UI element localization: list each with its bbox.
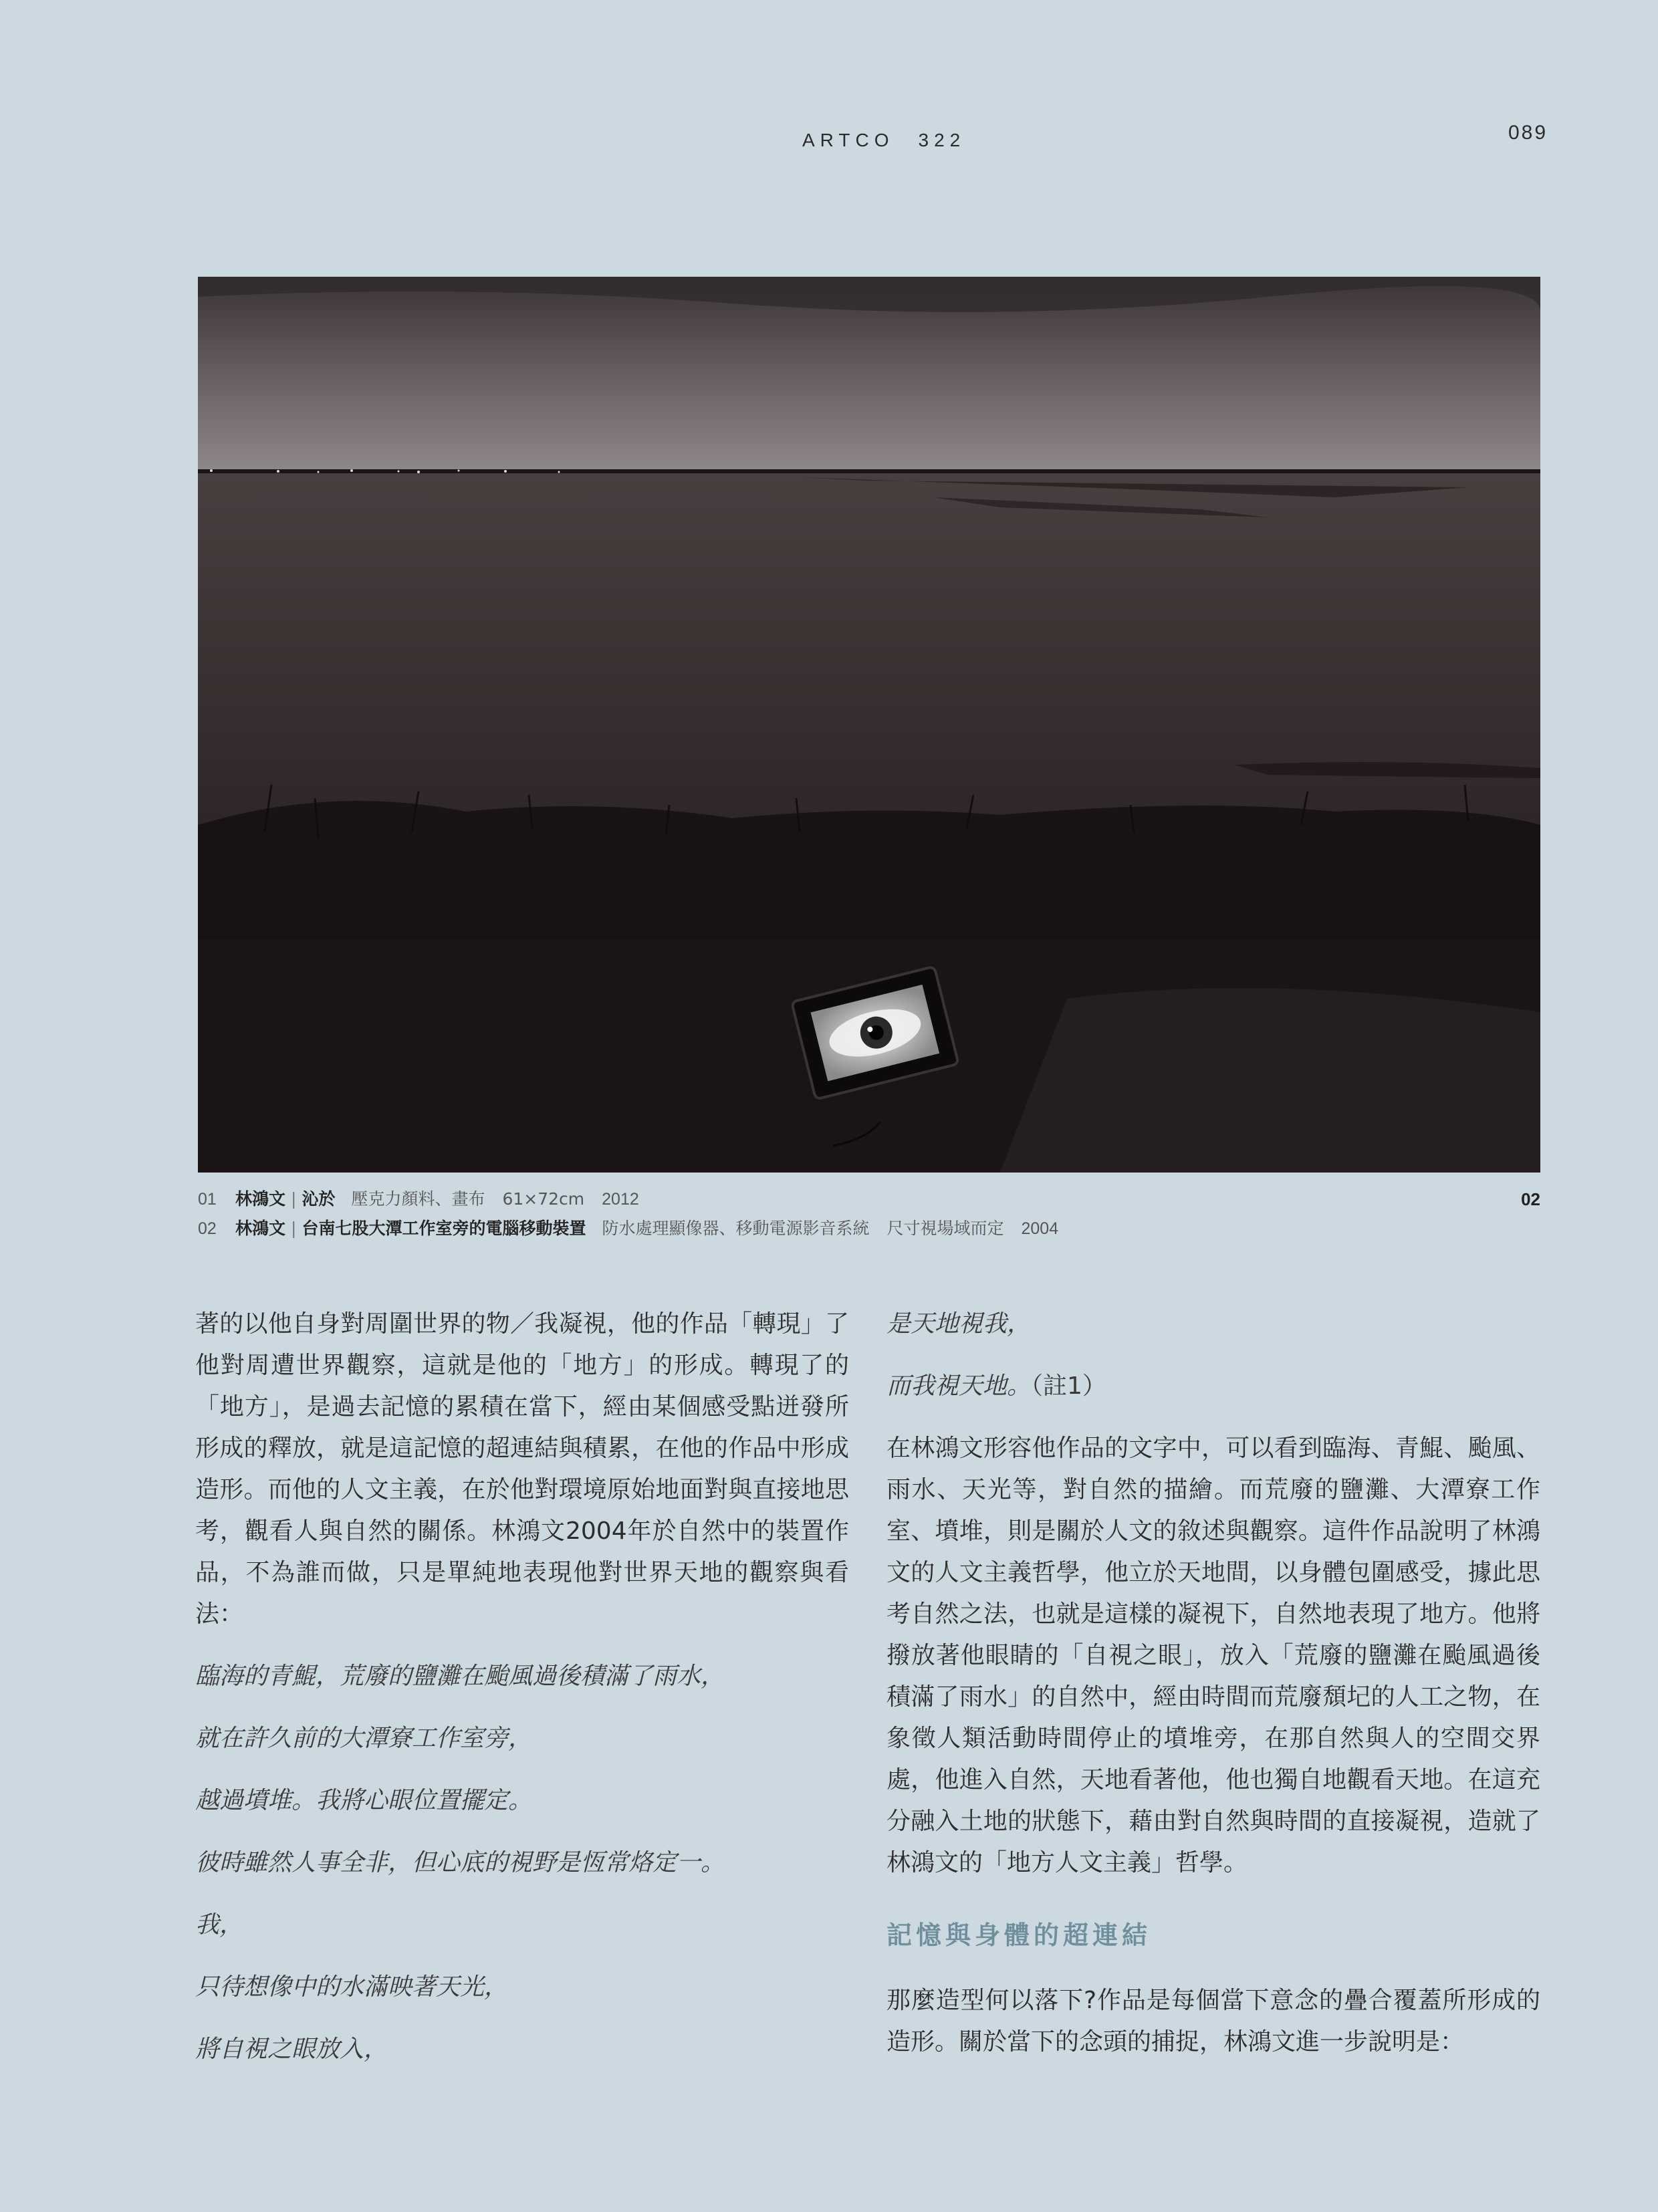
poem-block bbox=[195, 1656, 849, 2070]
caption-number: 02 bbox=[198, 1219, 217, 1238]
poem-line bbox=[886, 1366, 1540, 1407]
poem-line: 就在許久前的大潭寮工作室旁， bbox=[195, 1725, 533, 1752]
caption-artist: 林鴻文 bbox=[235, 1189, 286, 1209]
caption-separator: | bbox=[291, 1189, 297, 1209]
body-paragraph: 著的以他自身對周圍世界的物／我凝視，他的作品「轉現」了他對周遭世界觀察，這就是他的「地方」的形成。轉現了的「地方」，是過去記憶的累積在當下，經由某個感受點迸發所形成的釋放，就是這記憶的超連結與積累，在他的作品中形成造形。而他的人文主義，在於他對環境原始地面對與直接地思考，觀看人與自然的關係。林鴻文2004年於自然中的裝置作品，不為誰而做，只是單純地表現他對世界天地的觀察與看法： bbox=[195, 1310, 849, 1628]
left-column bbox=[195, 1304, 849, 2091]
caption-line-02 bbox=[198, 1214, 1540, 1243]
caption-title: 台南七股大潭工作室旁的電腦移動裝置 bbox=[302, 1219, 586, 1238]
caption-size: 61×72cm bbox=[502, 1189, 585, 1209]
poem-line: 臨海的青鯤，荒廢的鹽灘在颱風過後積滿了雨水， bbox=[195, 1663, 725, 1690]
poem-line: 越過墳堆。我將心眼位置擺定。 bbox=[195, 1787, 533, 1814]
caption-size: 尺寸視場域而定 bbox=[886, 1219, 1004, 1238]
body-paragraph: 那麼造型何以落下?作品是每個當下意念的疊合覆蓋所形成的造形。關於當下的念頭的捕捉，林鴻文進一步說明是： bbox=[886, 1987, 1540, 2056]
artwork-photo bbox=[198, 277, 1540, 1173]
section-heading: 記憶與身體的超連結 bbox=[886, 1921, 1152, 1950]
photo-captions bbox=[198, 1185, 1540, 1243]
poem-line: 是天地視我， bbox=[886, 1310, 1032, 1338]
footnote-ref: （註1） bbox=[1031, 1372, 1106, 1400]
caption-year: 2012 bbox=[602, 1190, 639, 1209]
caption-title: 沁於 bbox=[302, 1189, 336, 1209]
right-column bbox=[886, 1304, 1540, 2063]
caption-line-01 bbox=[198, 1185, 1540, 1214]
caption-year: 2004 bbox=[1021, 1219, 1059, 1238]
poem-line: 將自視之眼放入， bbox=[195, 2036, 388, 2063]
poem-line: 只待想像中的水滿映著天光， bbox=[195, 1973, 509, 2001]
caption-media: 壓克力顏料、畫布 bbox=[351, 1189, 485, 1209]
page-number: 089 bbox=[1508, 122, 1548, 144]
body-paragraph: 在林鴻文形容他作品的文字中，可以看到臨海、青鯤、颱風、雨水、天光等，對自然的描繪。而荒廢的鹽灘、大潭寮工作室、墳堆，則是關於人文的敘述與觀察。這件作品說明了林鴻文的人文主義哲學，他立於天地間，以身體包圍感受，據此思考自然之法，也就是這樣的凝視下，自然地表現了地方。他將撥放著他眼睛的「自視之眼」，放入「荒廢的鹽灘在颱風過後積滿了雨水」的自然中，經由時間而荒廢頹圮的人工之物，在象徵人類活動時間停止的墳堆旁，在那自然與人的空間交界處，他進入自然，天地看著他，他也獨自地觀看天地。在這充分融入土地的狀態下，藉由對自然與時間的直接凝視，造就了林鴻文的「地方人文主義」哲學。 bbox=[886, 1435, 1540, 1876]
caption-artist: 林鴻文 bbox=[235, 1219, 286, 1238]
plate-reference: 02 bbox=[1521, 1189, 1540, 1209]
poem-line: 彼時雖然人事全非，但心底的視野是恆常烙定一。 bbox=[195, 1849, 725, 1876]
caption-number: 01 bbox=[198, 1190, 217, 1209]
magazine-issue: ARTCO 322 bbox=[802, 130, 966, 150]
poem-line-text: 而我視天地。 bbox=[886, 1372, 1032, 1400]
caption-separator: | bbox=[291, 1219, 297, 1238]
poem-line: 我， bbox=[195, 1911, 244, 1939]
caption-media: 防水處理顯像器、移動電源影音系統 bbox=[602, 1219, 870, 1238]
